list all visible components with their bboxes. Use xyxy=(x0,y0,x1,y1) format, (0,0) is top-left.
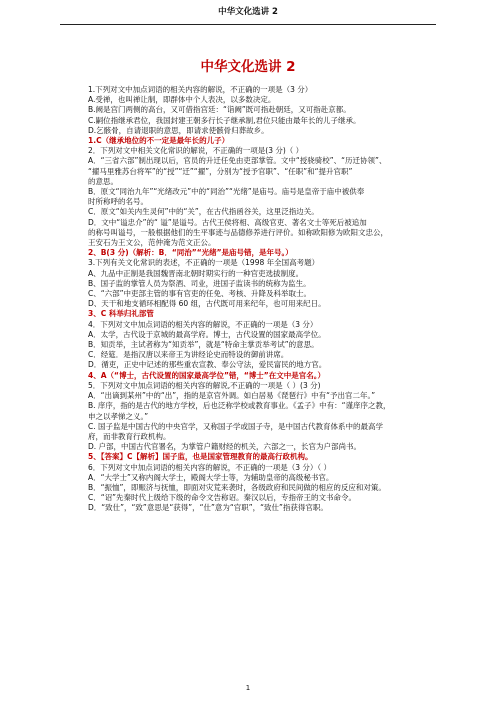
text-line: D.乞骸骨，自请退职的意思，即请求使骸骨归葬故乡。 xyxy=(88,125,269,135)
text-line: C、“六部”中吏部主管的事有官吏的任免、考核、升降及科举取士。 xyxy=(88,289,312,299)
header-divider xyxy=(60,24,436,25)
text-line: B.阙是宫门两侧的高台，又可借指宫廷：“诣阙”既可指赴朝廷，又可指赴京都。 xyxy=(88,105,351,115)
text-line: 时所称呼的名号。 xyxy=(88,197,148,207)
answer-line: 5、【答案】C【解析】国子监，也是国家管理教育的最高行政机构。 xyxy=(88,452,313,462)
answer-line: 2、B(3 分)（解析：B．“同治”“光绪”是庙号错，是年号。） xyxy=(88,248,293,258)
text-line: C.嗣位指继承君位，我国封建王朝多行长子继承制,君位只能由最年长的儿子继承。 xyxy=(88,115,361,125)
text-line: B. 庠序，指的是古代的地方学校，后也泛称学校或教育事业。《孟子》中有：“谨庠序之教， xyxy=(88,401,391,411)
text-line: D、天干和地支循环相配得 60 组，古代既可用来纪年，也可用来纪日。 xyxy=(88,299,326,309)
text-line: 府，而非教育行政机构。 xyxy=(88,431,171,441)
page-number: 1 xyxy=(245,684,251,692)
text-line: “擢马里雅苏台将军”的“授”“迁”“擢”，分别为“授予官职”、“任职”和“提升官职” xyxy=(88,166,353,176)
text-line: B．“振恤”，即赈济与抚恤，即面对灾荒来袭时，各级政府和民间做的相应的反应和对策。 xyxy=(88,482,386,492)
text-line: A．“大学士”又称内阁大学士，殿阁大学士等，为辅助皇帝的高级秘书官。 xyxy=(88,472,334,482)
text-line: B．原文“同治九年”“光绪改元”中的“同治”“光绪”是庙号。庙号是皇帝于庙中被供奉 xyxy=(88,187,365,197)
text-line: C. 国子监是中国古代的中央官学，又称国子学或国子寺，是中国古代教育体系中的最高学 xyxy=(88,421,384,431)
text-line: A．“出谪到某州”中的“出”，指的是京官外调。如白居易《琵琶行》中有“予出官二年。” xyxy=(88,391,376,401)
text-line: 1.下列对文中加点词语的相关内容的解说，不正确的一项是（3 分） xyxy=(88,85,313,94)
text-line: 2．下列对文中相关文化常识的解说，不正确的一项是(3 分)（ ） xyxy=(88,146,304,156)
text-line: B、国子监的掌管人员为祭酒、司业，进国子监读书的统称为监生。 xyxy=(88,278,311,288)
answer-line: 4、A（“博士，古代设置的国家最高学位”错，“博士”在文中是官名。） xyxy=(88,370,325,380)
text-line: A.受禅，也叫禅让制，即群体中个人表决，以多数决定。 xyxy=(88,95,276,105)
text-line: D．文中“谥忠介”的“ 谥”是谥号。古代王侯将相、高级官吏、著名文士等死后被追加 xyxy=(88,217,367,227)
text-line: A、九品中正制是我国魏晋南北朝时期实行的一种官吏选拔制度。 xyxy=(88,268,304,278)
text-line: C．经筵．是指汉唐以来帝王为讲经论史而特设的御前讲席。 xyxy=(88,350,289,360)
text-line: C．原文“如关内生灵何”中的“关”，在古代指函谷关，这里泛指边关。 xyxy=(88,207,319,217)
text-line: B．知贡举，主试者称为“知贡举”，就是“特命主掌贡举考试”的意思。 xyxy=(88,340,319,350)
text-line: 4．下列对文中加点词语的相关内容的解说，不正确的一项是（3 分） xyxy=(88,319,318,329)
text-line: A．太学，古代设于京城的最高学府。博士，古代设置的国家最高学位。 xyxy=(88,329,326,339)
page-title: 中华文化选讲 2 xyxy=(200,59,296,75)
text-line: D．“致仕”，“致”意思是“获得”，“仕”意为“官职”，“致仕”指获得官职。 xyxy=(88,503,328,513)
text-line: 申之以孝悌之义。” xyxy=(88,411,149,421)
answer-line: 1.C（继承地位的不一定是最年长的儿子） xyxy=(88,136,230,146)
text-line: 6．下列对文中加点词语的相关内容的解说，不正确的一项是（3 分）（ ） xyxy=(88,462,332,472)
text-line: A．“三省六部”制出现以后，官员的升迁任免由吏部掌管。文中“授骁骑校”、“历迁协领”、 xyxy=(88,156,387,166)
text-line: 的称号叫谥号，一般根据他们的生平事迹与品德修养进行评价。如称欧阳修为欧阳文忠公， xyxy=(88,227,388,237)
text-line: 3.下列有关文化常识的表述，不正确的一项是（1998 年全国高考题） xyxy=(88,258,320,268)
text-line: D. 户部，中国古代官署名，为掌管户籍财经的机关，六部之一，长官为户部尚书。 xyxy=(88,442,362,452)
document-body xyxy=(88,85,428,514)
page-header: 中华文化选讲 2 xyxy=(218,7,278,17)
answer-line: 3、C 科举归礼部管 xyxy=(88,309,154,319)
text-line: 5．下列对文中加点词语的相关内容的解说,不正确的一项是（ ）(3 分) xyxy=(88,380,321,390)
text-line: C．“诏”先秦时代上级给下级的命令文告称诏。秦汉以后，专指帝王的文书命令。 xyxy=(88,493,357,503)
text-line: D．循吏，正史中记述的那些重农宣教、奉公守法，爱民富民的地方官。 xyxy=(88,360,327,370)
text-line: 王安石为王文公，范仲淹为范文正公。 xyxy=(88,238,216,248)
text-line: 的意思。 xyxy=(88,176,118,186)
